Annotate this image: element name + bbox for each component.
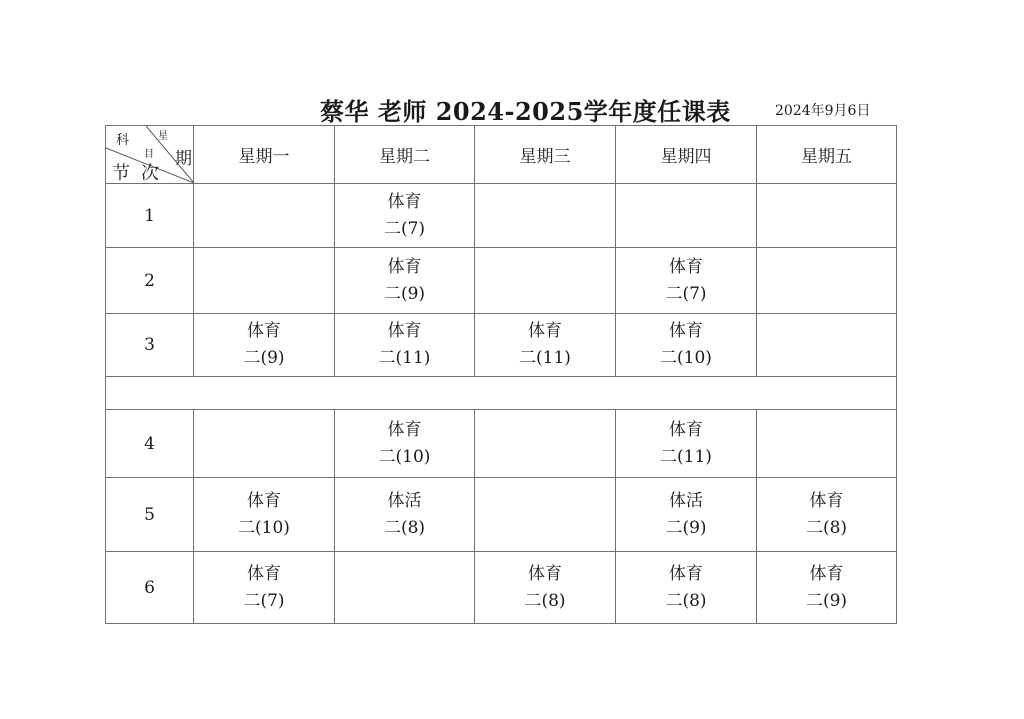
period-cell: 2 bbox=[106, 248, 194, 314]
cell-subject: 体育 bbox=[669, 256, 703, 277]
cell-class: 二(10) bbox=[238, 517, 290, 538]
schedule-cell bbox=[475, 314, 616, 377]
header-row bbox=[106, 126, 897, 184]
cell-class: 二(9) bbox=[805, 590, 848, 611]
schedule-cell bbox=[194, 184, 335, 248]
corner-label-qi: 期 bbox=[175, 149, 192, 169]
schedule-cell bbox=[194, 314, 335, 377]
day-header-mon: 星期一 bbox=[194, 126, 335, 184]
cell-subject: 体育 bbox=[387, 191, 422, 212]
cell-subject: 体育 bbox=[669, 321, 703, 341]
cell-subject: 体育 bbox=[528, 563, 562, 584]
cell-subject: 体活 bbox=[669, 490, 703, 511]
cell-subject: 体育 bbox=[387, 321, 422, 341]
schedule-cell bbox=[194, 478, 335, 552]
period-cell: 4 bbox=[106, 410, 194, 478]
schedule-cell bbox=[335, 552, 475, 624]
cell-class: 二(7) bbox=[243, 590, 285, 611]
cell-class: 二(7) bbox=[665, 283, 707, 304]
cell-subject: 体育 bbox=[247, 490, 281, 511]
cell-class: 二(11) bbox=[660, 446, 712, 467]
break-row bbox=[106, 377, 897, 410]
corner-header-cell bbox=[106, 126, 194, 184]
schedule-cell bbox=[616, 314, 757, 377]
cell-class: 二(9) bbox=[383, 283, 426, 304]
cell-subject: 体育 bbox=[247, 321, 281, 341]
period-cell: 6 bbox=[106, 552, 194, 624]
corner-label-xing: 星 bbox=[158, 131, 168, 142]
schedule-cell bbox=[616, 184, 757, 248]
day-header-fri: 星期五 bbox=[757, 126, 897, 184]
schedule-cell bbox=[757, 184, 897, 248]
cell-class: 二(8) bbox=[524, 590, 566, 611]
table-row bbox=[106, 478, 897, 552]
schedule-cell bbox=[194, 410, 335, 478]
period-cell: 5 bbox=[106, 478, 194, 552]
schedule-cell bbox=[335, 248, 475, 314]
table-row bbox=[106, 248, 897, 314]
schedule-cell bbox=[757, 478, 897, 552]
table-row bbox=[106, 552, 897, 624]
table-row bbox=[106, 184, 897, 248]
cell-subject: 体育 bbox=[387, 256, 422, 277]
cell-subject: 体育 bbox=[669, 419, 703, 440]
date-label: 2024年9月6日 bbox=[775, 103, 871, 119]
schedule-cell bbox=[194, 552, 335, 624]
schedule-cell bbox=[475, 248, 616, 314]
cell-class: 二(9) bbox=[243, 348, 285, 368]
day-header-wed: 星期三 bbox=[475, 126, 616, 184]
cell-class: 二(9) bbox=[665, 517, 707, 538]
schedule-table bbox=[105, 125, 897, 624]
period-cell: 3 bbox=[106, 314, 194, 377]
cell-class: 二(11) bbox=[519, 348, 571, 368]
title-line bbox=[0, 90, 1024, 126]
schedule-cell bbox=[335, 314, 475, 377]
day-header-thu: 星期四 bbox=[616, 126, 757, 184]
cell-subject: 体育 bbox=[809, 490, 844, 511]
schedule-cell bbox=[616, 478, 757, 552]
corner-label-ci: 次 bbox=[141, 163, 159, 184]
corner-label-jie: 节 bbox=[112, 163, 130, 184]
schedule-cell bbox=[616, 410, 757, 478]
period-cell: 1 bbox=[106, 184, 194, 248]
cell-class: 二(10) bbox=[378, 446, 431, 467]
cell-subject: 体育 bbox=[809, 563, 844, 584]
schedule-cell bbox=[757, 552, 897, 624]
schedule-cell bbox=[335, 184, 475, 248]
schedule-cell bbox=[757, 314, 897, 377]
schedule-cell bbox=[757, 248, 897, 314]
table-row bbox=[106, 314, 897, 377]
corner-label-ke: 科 bbox=[116, 133, 130, 148]
break-row-cell bbox=[106, 377, 897, 410]
cell-subject: 体育 bbox=[669, 563, 703, 584]
cell-class: 二(7) bbox=[383, 218, 426, 239]
schedule-cell bbox=[616, 552, 757, 624]
schedule-cell bbox=[757, 410, 897, 478]
cell-class: 二(8) bbox=[665, 590, 707, 611]
cell-subject: 体育 bbox=[387, 419, 422, 440]
cell-class: 二(8) bbox=[805, 517, 848, 538]
table-row bbox=[106, 410, 897, 478]
day-header-tue: 星期二 bbox=[335, 126, 475, 184]
cell-class: 二(11) bbox=[378, 348, 431, 368]
schedule-cell bbox=[475, 552, 616, 624]
schedule-cell bbox=[194, 248, 335, 314]
cell-subject: 体育 bbox=[528, 321, 562, 341]
corner-label-ri: 目 bbox=[144, 149, 154, 160]
cell-class: 二(8) bbox=[383, 517, 426, 538]
schedule-cell bbox=[335, 410, 475, 478]
schedule-cell bbox=[475, 410, 616, 478]
cell-subject: 体育 bbox=[247, 563, 281, 584]
schedule-cell bbox=[335, 478, 475, 552]
cell-subject: 体活 bbox=[387, 490, 422, 511]
schedule-cell bbox=[475, 184, 616, 248]
page-title: 蔡华 老师 2024-2025学年度任课表 bbox=[320, 97, 731, 126]
schedule-cell bbox=[616, 248, 757, 314]
schedule-cell bbox=[475, 478, 616, 552]
cell-class: 二(10) bbox=[660, 348, 712, 368]
